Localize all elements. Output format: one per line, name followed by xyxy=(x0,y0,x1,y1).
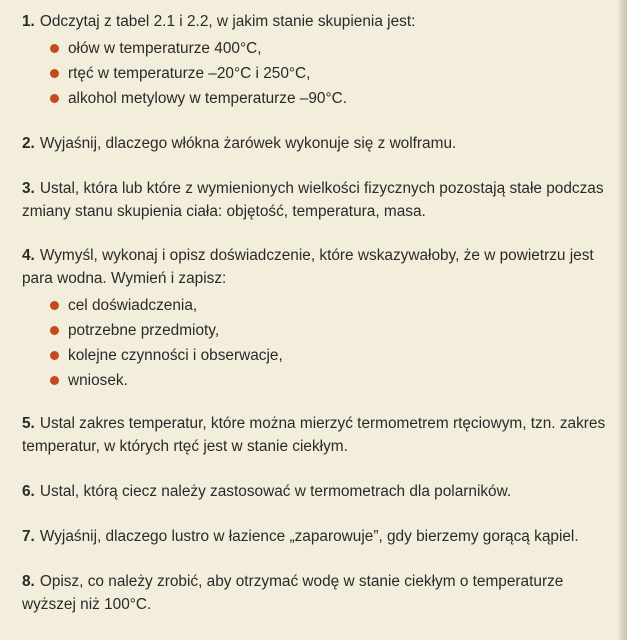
list-item: kolejne czynności i obserwacje, xyxy=(50,343,617,368)
task-number: 6. xyxy=(22,483,35,500)
bullet-dot-icon xyxy=(50,326,59,335)
task-number: 3. xyxy=(22,180,35,197)
list-item: rtęć w temperaturze –20°C i 250°C, xyxy=(50,61,617,86)
list-item: potrzebne przedmioty, xyxy=(50,318,617,343)
task-text: Wyjaśnij, dlaczego lustro w łazience „zaparowuje”, gdy bierzemy gorącą kąpiel. xyxy=(39,528,579,545)
list-item: wniosek. xyxy=(50,368,617,393)
bullet-dot-icon xyxy=(50,376,59,385)
task-text: Opisz, co należy zrobić, aby otrzymać wodę w stanie ciekłym o temperaturze wyższej niż 100°C. xyxy=(22,573,564,613)
task-text: Wymyśl, wykonaj i opisz doświadczenie, które wskazywałoby, że w powietrzu jest para wodna. Wymień i zapisz: xyxy=(22,247,594,287)
task-number: 7. xyxy=(22,528,35,545)
task-1-bullet-list xyxy=(22,36,617,111)
task-4 xyxy=(22,244,617,290)
task-5 xyxy=(22,412,617,458)
bullet-dot-icon xyxy=(50,44,59,53)
task-number: 4. xyxy=(22,247,35,264)
list-item: cel doświadczenia, xyxy=(50,293,617,318)
list-item: ołów w temperaturze 400°C, xyxy=(50,36,617,61)
task-text: Odczytaj z tabel 2.1 i 2.2, w jakim stanie skupienia jest: xyxy=(39,13,416,30)
task-3 xyxy=(22,177,617,223)
task-number: 2. xyxy=(22,135,35,152)
task-text: Ustal zakres temperatur, które można mierzyć termometrem rtęciowym, tzn. zakres temperatur, w których rtęć jest w stanie ciekłym. xyxy=(22,415,606,455)
bullet-dot-icon xyxy=(50,301,59,310)
bullet-dot-icon xyxy=(50,94,59,103)
bullet-dot-icon xyxy=(50,69,59,78)
task-number: 5. xyxy=(22,415,35,432)
task-number: 8. xyxy=(22,573,35,590)
task-text: Ustal, którą ciecz należy zastosować w termometrach dla polarników. xyxy=(39,483,512,500)
bullet-dot-icon xyxy=(50,351,59,360)
list-item: alkohol metylowy w temperaturze –90°C. xyxy=(50,86,617,111)
task-8 xyxy=(22,570,617,616)
task-6 xyxy=(22,480,617,503)
task-4-bullet-list xyxy=(22,293,617,393)
task-number: 1. xyxy=(22,13,35,30)
task-2 xyxy=(22,132,617,155)
task-text: Ustal, która lub które z wymienionych wielkości fizycznych pozostają stałe podczas zmiany stanu skupienia ciała: objętość, temperatura, masa. xyxy=(22,180,604,220)
task-7 xyxy=(22,525,617,548)
task-1 xyxy=(22,10,617,33)
task-text: Wyjaśnij, dlaczego włókna żarówek wykonuje się z wolframu. xyxy=(39,135,457,152)
page-edge-shadow xyxy=(617,0,627,640)
